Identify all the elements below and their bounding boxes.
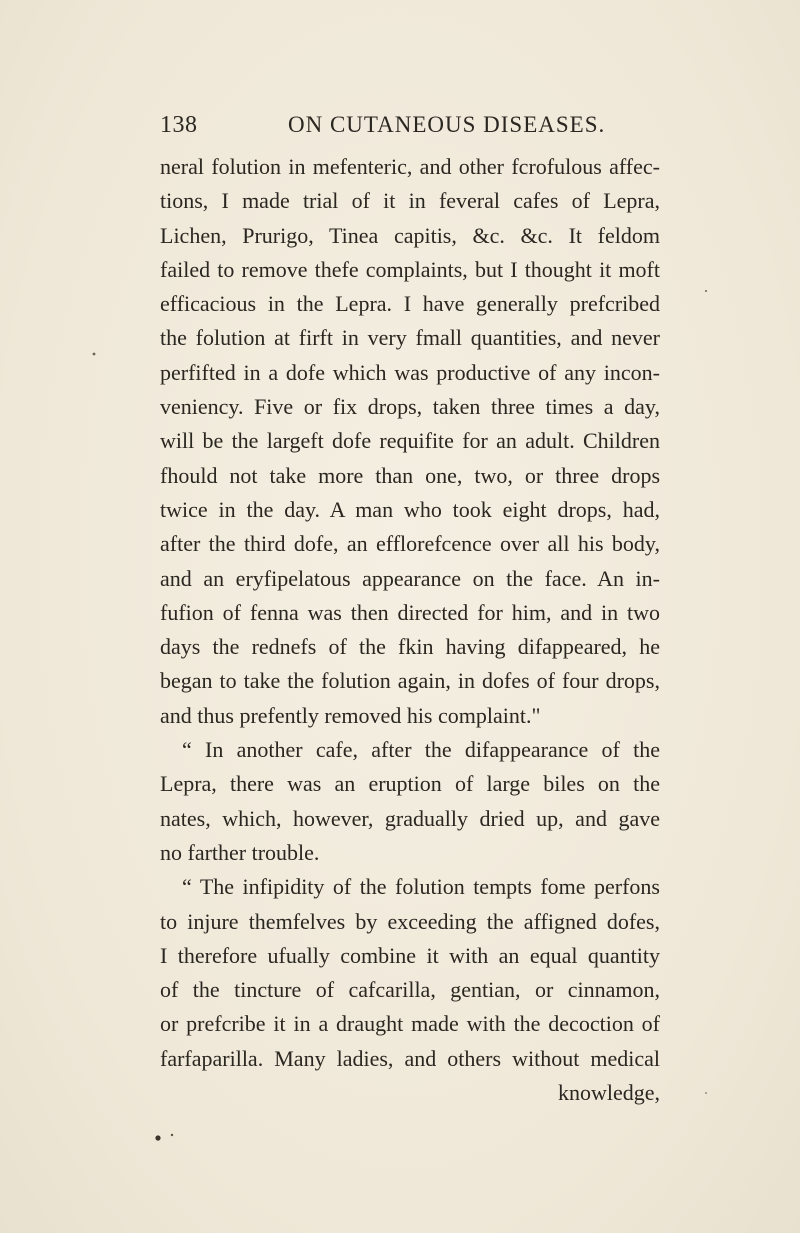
text-line: of the tincture of cafcarilla, gentian, or cinnamon,: [160, 977, 660, 1003]
body-text: [160, 150, 660, 1110]
page-header: [160, 112, 660, 146]
ink-speck: [705, 1092, 707, 1094]
text-line: “ The infipidity of the folution tempts fome perfons: [182, 874, 660, 900]
text-line: veniency. Five or fix drops, taken three times a day,: [160, 394, 660, 420]
running-head: ON CUTANEOUS DISEASES.: [288, 112, 606, 137]
text-line: twice in the day. A man who took eight drops, had,: [160, 496, 660, 522]
ink-speck: [93, 353, 96, 356]
text-line: I therefore ufually combine it with an equal quantity: [160, 942, 660, 968]
catchword: knowledge,: [557, 1080, 660, 1106]
text-line: neral folution in mefenteric, and other fcrofulous affec-: [160, 154, 660, 179]
text-line: fhould not take more than one, two, or three drops: [160, 462, 660, 488]
text-line: fufion of fenna was then directed for him, and in two: [160, 599, 660, 625]
text-line: after the third dofe, an efflorefcence over all his body,: [160, 531, 660, 557]
text-line: nates, which, however, gradually dried up, and gave: [160, 805, 660, 831]
ink-speck: [705, 290, 707, 292]
text-line: “ In another cafe, after the difappearance of the: [182, 737, 660, 763]
text-line: to injure themfelves by exceeding the affigned dofes,: [160, 908, 660, 934]
text-line: Lichen, Prurigo, Tinea capitis, &c. &c. It feldom: [160, 222, 660, 248]
page-number: 138: [160, 112, 198, 138]
text-line: no farther trouble.: [160, 839, 320, 865]
text-line: will be the largeft dofe requifite for an adult. Children: [160, 428, 660, 454]
text-line: days the rednefs of the fkin having difappeared, he: [160, 634, 660, 660]
ink-speck: [155, 1135, 160, 1140]
text-line: failed to remove thefe complaints, but I thought it moft: [160, 256, 660, 282]
text-line: tions, I made trial of it in feveral cafes of Lepra,: [160, 188, 660, 214]
text-line: began to take the folution again, in dofes of four drops,: [160, 668, 660, 694]
text-line: perfifted in a dofe which was productive of any incon-: [160, 359, 660, 385]
text-line: and an eryfipelatous appearance on the face. An in-: [160, 565, 660, 591]
text-line: the folution at firft in very fmall quantities, and never: [160, 325, 660, 351]
text-line: farfaparilla. Many ladies, and others without medical: [160, 1045, 660, 1071]
text-line: or prefcribe it in a draught made with the decoction of: [160, 1011, 660, 1037]
text-line: and thus prefently removed his complaint.": [160, 702, 541, 728]
ink-speck: [171, 1134, 173, 1136]
text-line: efficacious in the Lepra. I have generally prefcribed: [160, 291, 660, 317]
text-line: Lepra, there was an eruption of large biles on the: [160, 771, 660, 797]
